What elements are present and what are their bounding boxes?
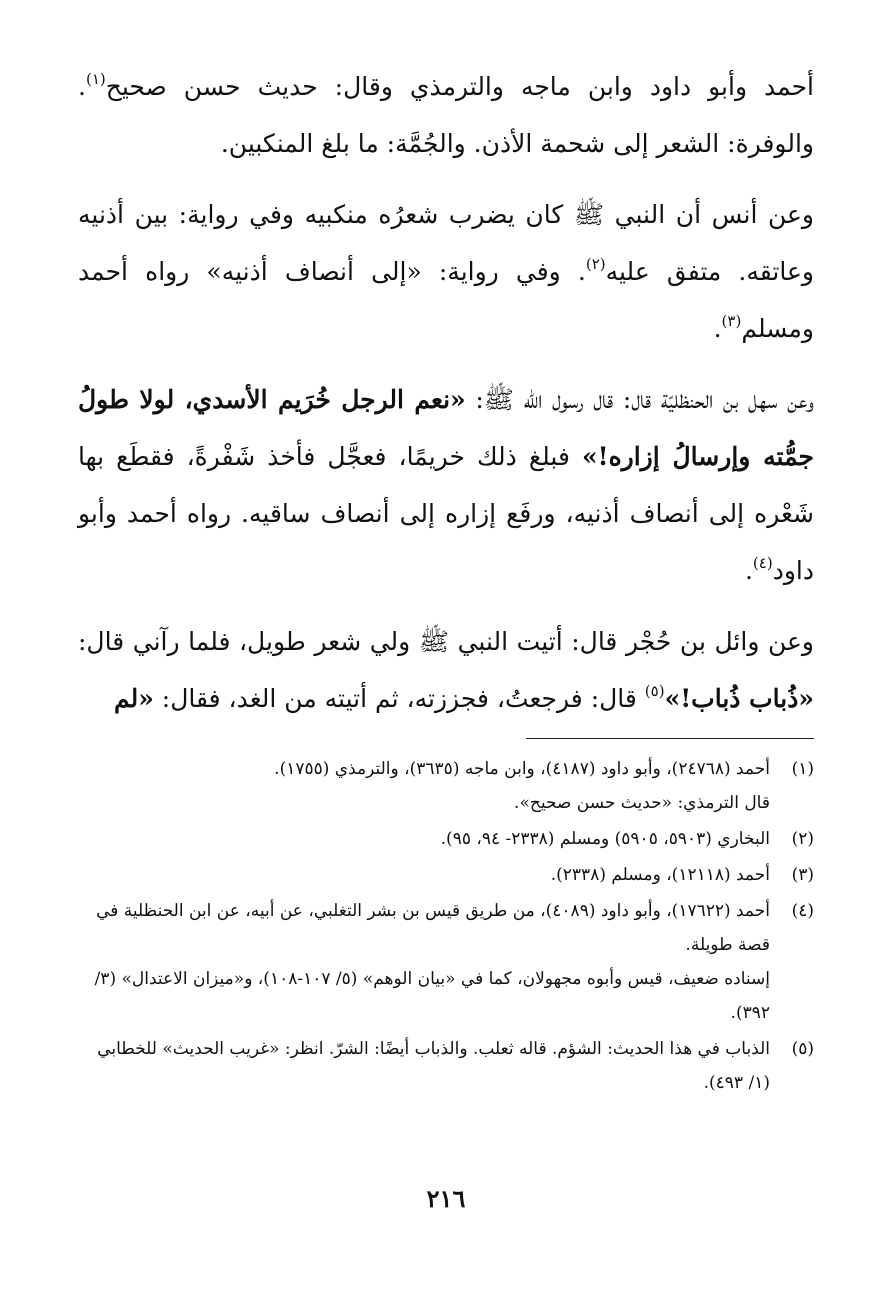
paragraph-2-text-b: . وفي رواية: «إلى أنصاف أذنيه» رواه أحمد ومسلم (78, 257, 814, 343)
footnote-line: البخاري (٥٩٠٣، ٥٩٠٥) ومسلم (٢٣٣٨- ٩٤، ٩٥). (440, 829, 770, 849)
footnotes (78, 752, 814, 1102)
paragraph-3 (78, 371, 814, 599)
footnote-line: أحمد (٢٤٧٦٨)، وأبو داود (٤١٨٧)، وابن ماجه (٣٦٣٥)، والترمذي (١٧٥٥). (274, 759, 770, 779)
footnote-item (78, 894, 814, 1030)
footnote-line: الذباب في هذا الحديث: الشؤم. قاله ثعلب. والذباب أيضًا: الشرّ. انظر: «غريب الحديث» للخطابي (١/ ٤٩٣). (97, 1039, 770, 1093)
paragraph-3-text-b: فبلغ ذلك خريمًا، فعجَّل فأخذ شَفْرةً، فقطَع بها شَعْره إلى أنصاف أذنيه، ورفَع إزاره إلى أنصاف ساقيه. رواه أحمد وأبو داود (78, 442, 814, 585)
footnote-body (78, 1032, 770, 1100)
paragraph-4-text-b: قال: فرجعتُ، فجززته، ثم أتيته من الغد، فقال: (153, 684, 645, 713)
footnote-ref-2: (٢) (585, 254, 606, 273)
footnote-divider (526, 738, 814, 739)
paragraph-4 (78, 613, 814, 727)
footnote-number: (٤) (791, 901, 814, 921)
paragraph-2-text-c: . (713, 314, 722, 343)
paragraph-1-text-b: . والوفرة: الشعر إلى شحمة الأذن. والجُمَّة: ما بلغ المنكبين. (78, 72, 814, 158)
page-number: ٢١٦ (426, 1184, 466, 1213)
paragraph-1 (78, 58, 814, 172)
footnote-line: أحمد (١٢١١٨)، ومسلم (٢٣٣٨). (550, 865, 770, 885)
footnote-item (78, 822, 814, 856)
footnote-number: (٣) (791, 865, 814, 885)
page-content (78, 58, 814, 727)
footnote-ref-4: (٤) (752, 553, 773, 572)
hadith-quote-bold: «نعم الرجل خُرَيم الأسدي، لولا طولُ جمُّته وإرسالُ إزاره!» (78, 385, 814, 471)
footnote-body (78, 858, 770, 892)
footnote-line: أحمد (١٧٦٢٢)، وأبو داود (٤٠٨٩)، من طريق قيس بن بشر التغلبي، عن أبيه، عن ابن الحنظلية في قصة طويلة. (96, 901, 770, 955)
footnote-number: (٢) (791, 829, 814, 849)
footnote-body (78, 894, 770, 1030)
footnote-body (78, 822, 770, 856)
footnote-ref-5: (٥) (644, 681, 665, 700)
footnote-item (78, 1032, 814, 1100)
footnote-line: قال الترمذي: «حديث حسن صحيح». (514, 793, 770, 813)
footnote-item (78, 858, 814, 892)
footnote-number: (٥) (791, 1039, 814, 1059)
paragraph-1-text-a: أحمد وأبو داود وابن ماجه والترمذي وقال: حديث حسن صحيح (105, 72, 814, 101)
footnote-line: إسناده ضعيف، قيس وأبوه مجهولان، كما في «بيان الوهم» (٥/ ١٠٧-١٠٨)، و«ميزان الاعتدال» (٣/ ٣٩٢). (94, 969, 770, 1023)
paragraph-3-text-c: . (744, 556, 753, 585)
paragraph-2 (78, 186, 814, 357)
footnote-number: (١) (791, 759, 814, 779)
hadith-quote-bold-1: «ذُباب ذُباب!» (664, 684, 814, 713)
footnote-body (78, 752, 770, 820)
footnote-ref-1: (١) (85, 69, 106, 88)
paragraph-2-text-a: وعن أنس أن النبي ﷺ كان يضرب شعرُه منكبيه وفي رواية: بين أذنيه وعاتقه. متفق عليه (78, 200, 814, 286)
paragraph-3-text-a: وعن سهل بن الحنظليّة قال: قال رسول الله ﷺ: (465, 385, 814, 414)
footnote-item (78, 752, 814, 820)
paragraph-4-text-a: وعن وائل بن حُجْر قال: أتيت النبي ﷺ ولي شعر طويل، فلما رآني قال: (78, 627, 814, 656)
footnote-ref-3: (٣) (721, 311, 742, 330)
hadith-quote-bold-2: «لم (113, 684, 154, 713)
main-text (78, 58, 814, 727)
